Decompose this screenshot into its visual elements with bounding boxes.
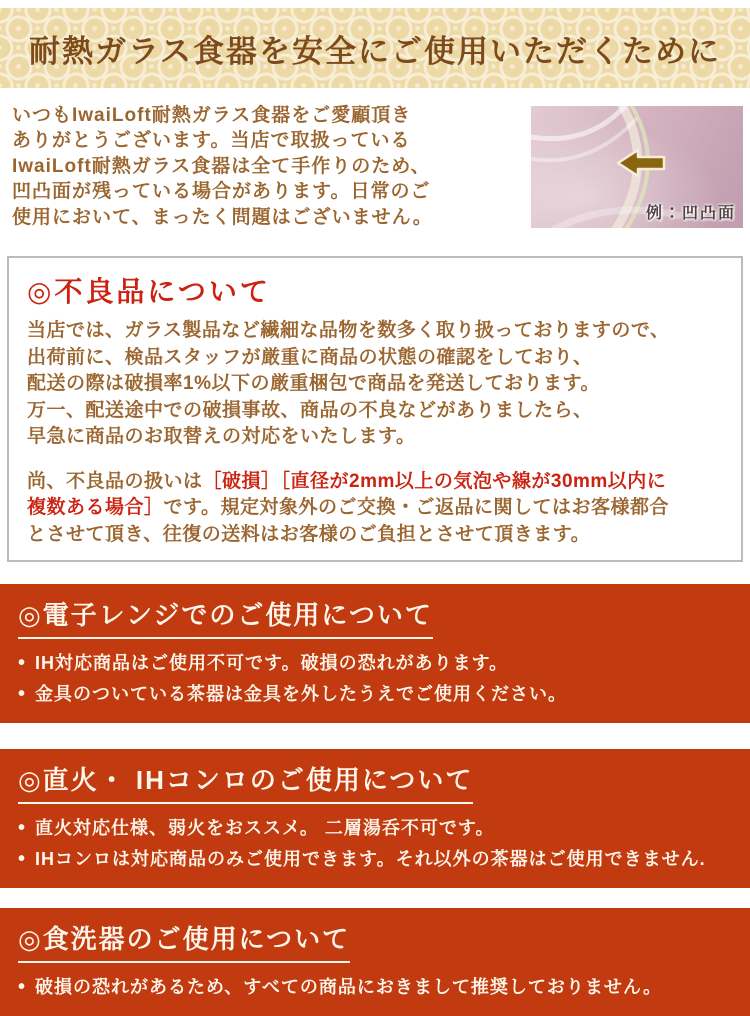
list-item-text: 直火対応仕様、弱火をおススメ。 二層湯呑不可です。 [35, 818, 495, 839]
page [0, 8, 750, 1016]
bullet-icon: • [18, 976, 27, 999]
defect-paragraph-1 [27, 318, 723, 451]
list-item [18, 648, 734, 679]
bullet-icon: • [18, 817, 27, 840]
page-title: 耐熱ガラス食器を安全にご使用いただくために [28, 33, 722, 69]
list-item [18, 844, 734, 875]
text-line: 万一、配送途中での破損事故、商品の不良などがありましたら、 [27, 399, 593, 421]
list-item-text: IHコンロは対応商品のみご使用できます。それ以外の茶器はご使用できません. [35, 849, 706, 870]
text-line: 当店では、ガラス製品など繊細な品物を数多く取り扱っておりますので、 [27, 320, 670, 342]
text-line [27, 522, 723, 549]
intro-section [12, 103, 743, 230]
section-dishwasher [0, 908, 750, 1016]
text-line [27, 495, 723, 522]
text-line: 早急に商品のお取替えの対応をいたします。 [27, 426, 416, 448]
intro-line: いつもIwaiLoft耐熱ガラス食器をご愛顧頂き [12, 105, 412, 126]
defect-paragraph-2 [27, 469, 723, 549]
intro-line: ありがとうございます。当店で取扱っている [12, 130, 411, 152]
section-microwave [0, 584, 750, 723]
defect-box-title: ◎不良品について [27, 276, 271, 308]
bullet-icon: • [18, 683, 27, 706]
text-line: 配送の際は破損率1%以下の厳重梱包で商品を発送しております。 [27, 373, 600, 395]
intro-line: 凹凸面が残っている場合があります。日常のご [12, 181, 431, 203]
list-item-text: 破損の恐れがあるため、すべての商品におきまして推奨しておりません。 [35, 977, 663, 998]
text-segment: です。規定対象外のご交換・ご返品に関してはお客様都合 [163, 497, 669, 519]
intro-line: 使用において、まったく問題はございません。 [12, 206, 433, 228]
section-dishwasher-title: ◎食洗器のご使用について [18, 919, 350, 963]
text-segment: とさせて頂き、往復の送料はお客様のご負担とさせて頂きます。 [27, 523, 591, 545]
text-segment: 尚、不良品の扱いは [27, 470, 203, 492]
defect-criteria-text: ［破損］［直径が2mm以上の気泡や線が30mm以内に [202, 470, 667, 492]
section-open-flame-ih-title: ◎直火・ IHコンロのご使用について [18, 760, 473, 804]
list-item [18, 972, 734, 1003]
bullet-icon: • [18, 848, 27, 871]
intro-line: IwaiLoft耐熱ガラス食器は全て手作りのため、 [12, 155, 431, 177]
list-item-text: IH対応商品はご使用不可です。破損の恐れがあります。 [35, 653, 509, 674]
defect-criteria-text: 複数ある場合］ [27, 497, 164, 519]
text-line [27, 469, 723, 496]
section-open-flame-ih [0, 749, 750, 888]
list-item-text: 金具のついている茶器は金具を外したうえでご使用ください。 [35, 684, 568, 705]
section-microwave-title: ◎電子レンジでのご使用について [18, 595, 433, 639]
uneven-surface-photo [531, 106, 743, 228]
title-banner [0, 8, 750, 88]
left-arrow-icon [615, 146, 667, 180]
bullet-icon: • [18, 652, 27, 675]
list-item [18, 679, 734, 710]
intro-text [12, 103, 518, 230]
photo-caption: 例：凹凸面 [645, 205, 736, 222]
list-item [18, 813, 734, 844]
text-line: 出荷前に、検品スタッフが厳重に商品の状態の確認をしており、 [27, 346, 593, 368]
defect-info-box [7, 256, 743, 562]
